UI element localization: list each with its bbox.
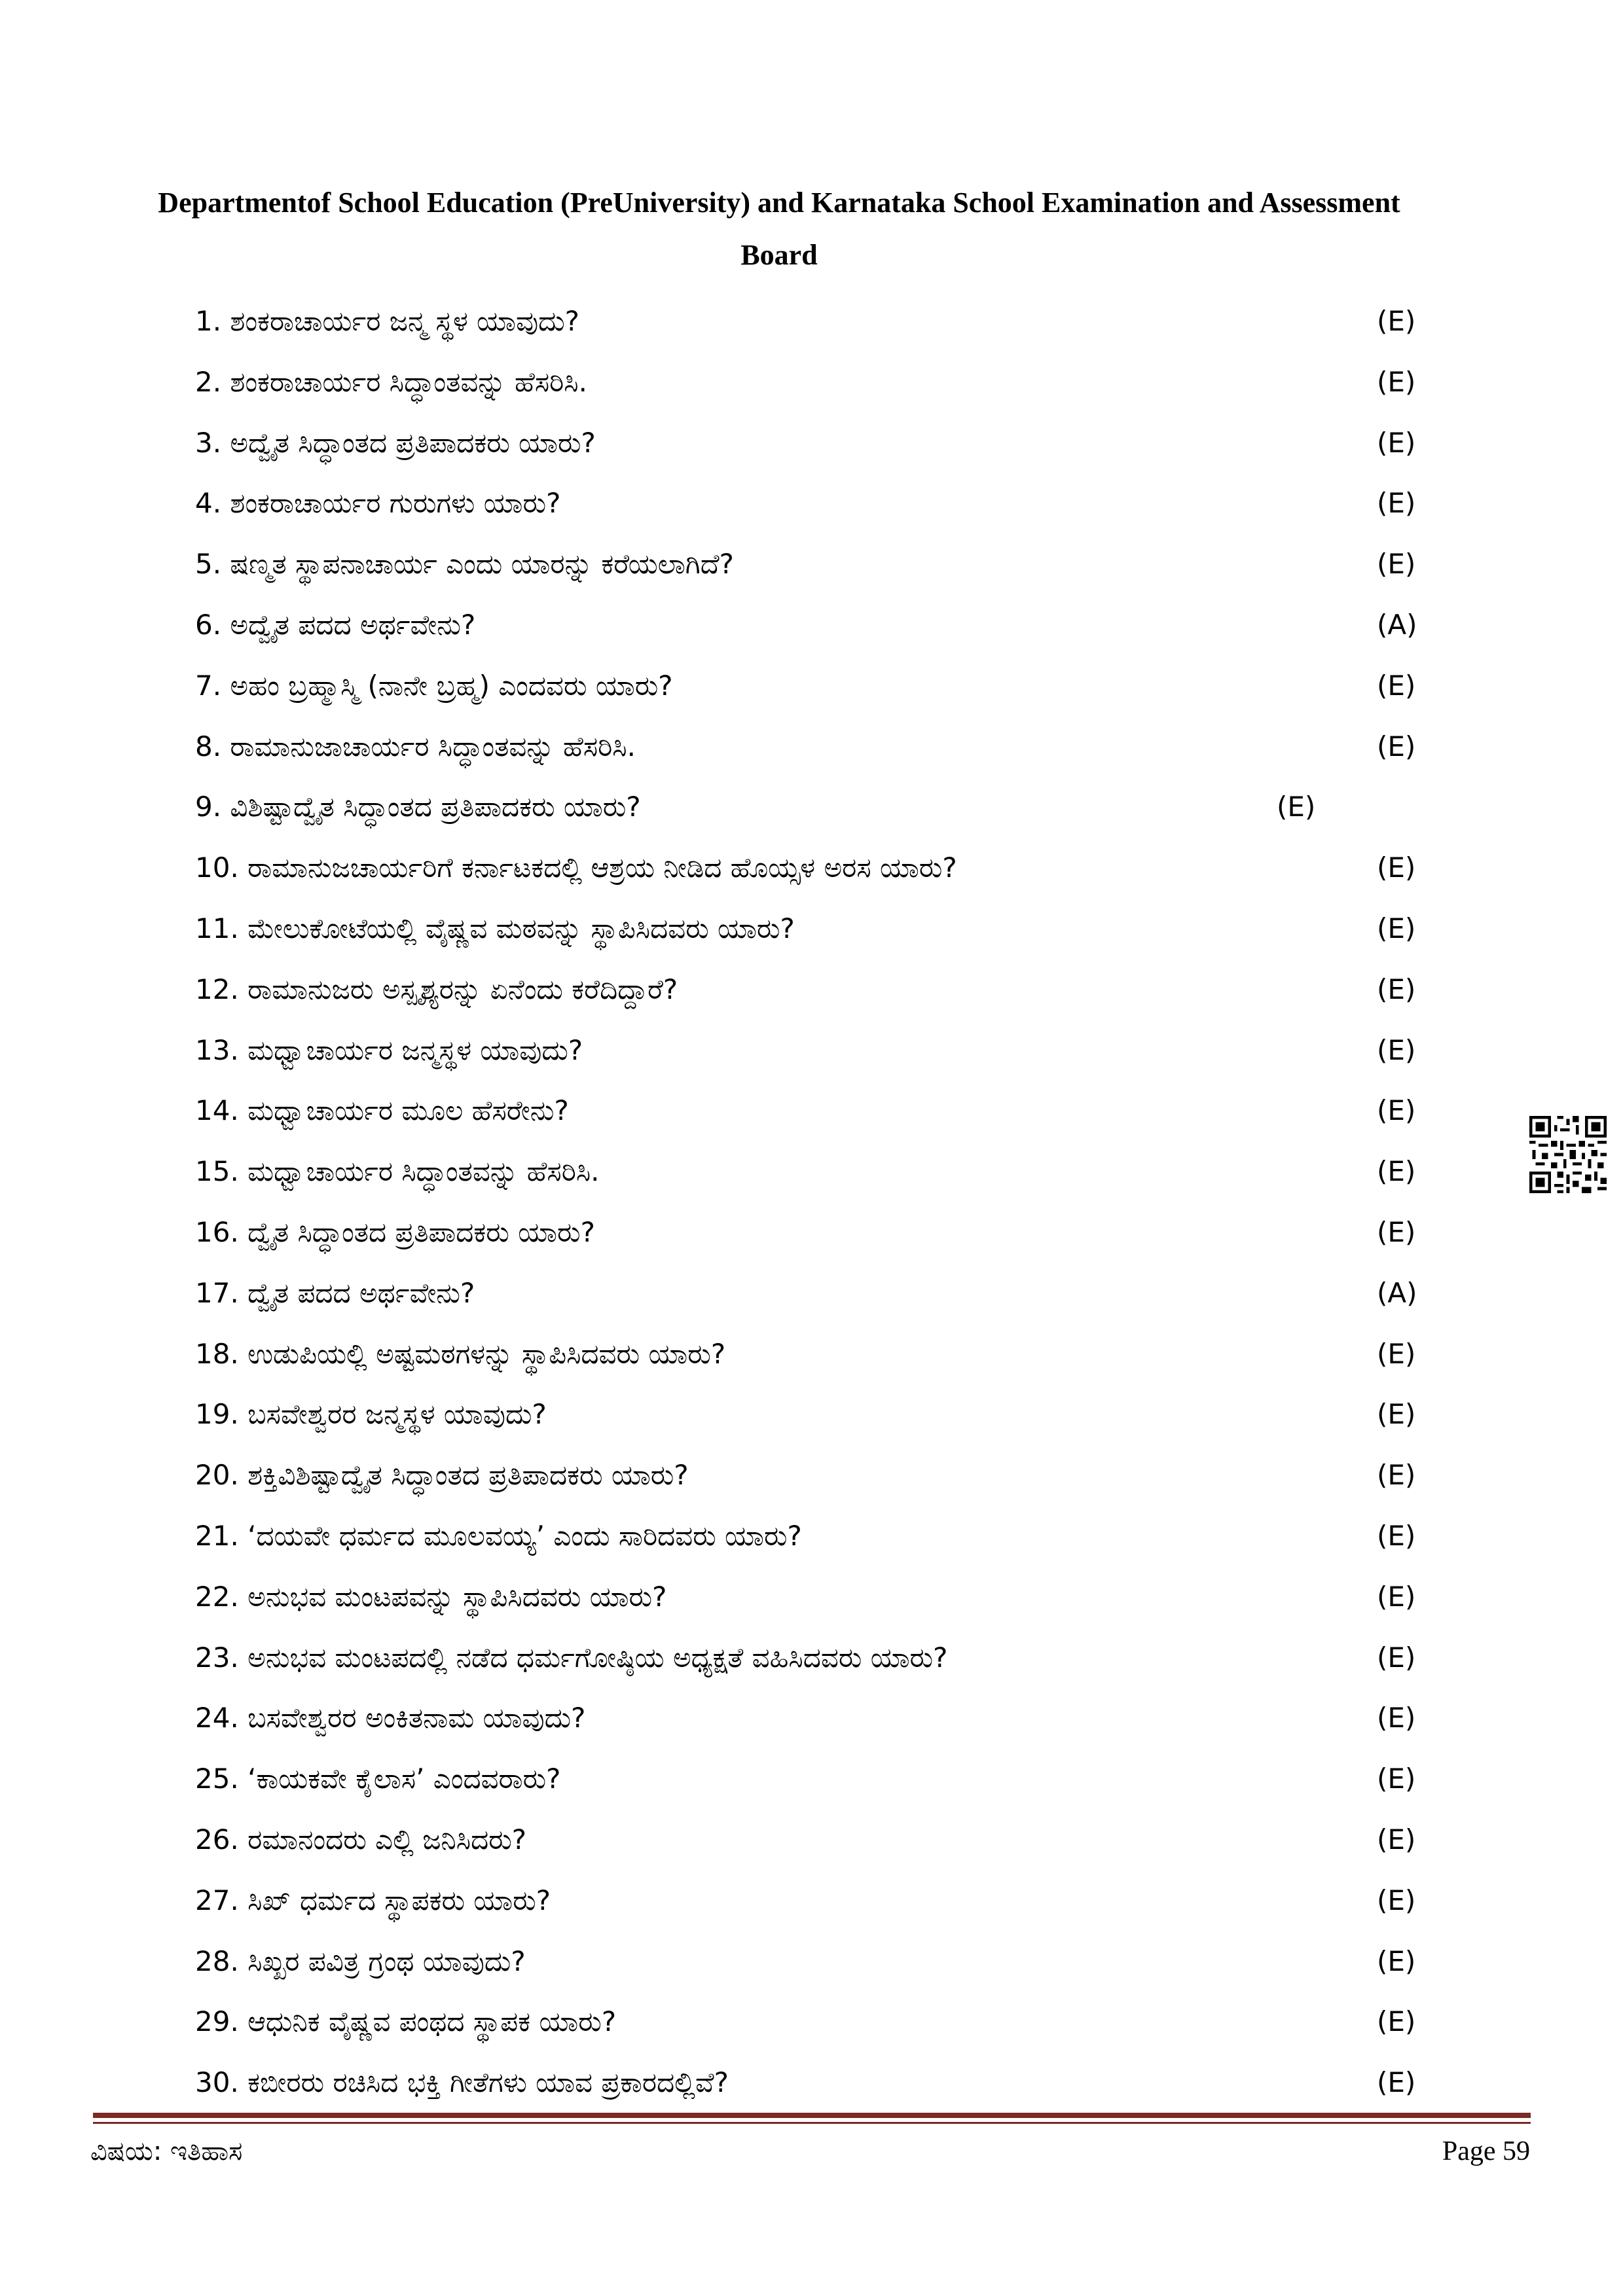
question-type-tag: (E) [1377, 1459, 1416, 1492]
question-text: 1. ಶಂಕರಾಚಾರ್ಯರ ಜನ್ಮ ಸ್ಥಳ ಯಾವುದು? [195, 305, 579, 337]
question-row [0, 721, 1623, 782]
question-text: 17. ದ್ವೈತ ಪದದ ಅರ್ಥವೇನು? [195, 1276, 475, 1309]
question-type-tag: (E) [1377, 1580, 1416, 1613]
question-type-tag: (E) [1377, 912, 1416, 944]
question-row [0, 2057, 1623, 2118]
page-number: Page 59 [1442, 2136, 1530, 2166]
question-type-tag: (E) [1377, 1884, 1416, 1916]
question-type-tag: (E) [1377, 1398, 1416, 1431]
question-row [0, 418, 1623, 478]
question-type-tag: (E) [1377, 365, 1416, 398]
question-row [0, 1996, 1623, 2057]
question-type-tag: (E) [1377, 1945, 1416, 1977]
question-row [0, 1268, 1623, 1329]
question-type-tag: (E) [1377, 2066, 1416, 2099]
question-text: 20. ಶಕ್ತಿವಿಶಿಷ್ಟಾದ್ವೈತ ಸಿದ್ಧಾಂತದ ಪ್ರತಿಪಾದಕರು ಯಾರು? [195, 1459, 689, 1492]
question-type-tag: (E) [1377, 1641, 1416, 1674]
question-type-tag: (E) [1377, 1155, 1416, 1188]
question-type-tag: (E) [1377, 1519, 1416, 1552]
question-text: 26. ರಮಾನಂದರು ಎಲ್ಲಿ ಜನಿಸಿದರು? [195, 1823, 527, 1856]
question-row [0, 1450, 1623, 1511]
question-type-tag: (E) [1377, 1215, 1416, 1248]
subject-label: ವಿಷಯ: ಇತಿಹಾಸ [90, 2136, 243, 2166]
question-text: 11. ಮೇಲುಕೋಟೆಯಲ್ಲಿ ವೈಷ್ಣವ ಮಠವನ್ನು ಸ್ಥಾಪಿಸಿದವರು ಯಾರು? [195, 912, 795, 944]
question-row [0, 539, 1623, 600]
question-row [0, 1389, 1623, 1450]
question-row [0, 1146, 1623, 1207]
question-type-tag: (E) [1377, 305, 1416, 337]
question-text: 2. ಶಂಕರಾಚಾರ್ಯರ ಸಿದ್ಧಾಂತವನ್ನು ಹೆಸರಿಸಿ. [195, 365, 587, 398]
question-row [0, 903, 1623, 964]
question-row [0, 1875, 1623, 1936]
question-text: 9. ವಿಶಿಷ್ಟಾದ್ವೈತ ಸಿದ್ಧಾಂತದ ಪ್ರತಿಪಾದಕರು ಯಾರು? [195, 791, 641, 823]
question-text: 10. ರಾಮಾನುಜಚಾರ್ಯರಿಗೆ ಕರ್ನಾಟಕದಲ್ಲಿ ಆಶ್ರಯ ನೀಡಿದ ಹೊಯ್ಸಳ ಅರಸ ಯಾರು? [195, 852, 957, 884]
question-text: 13. ಮಧ್ವಾಚಾರ್ಯರ ಜನ್ಮಸ್ಥಳ ಯಾವುದು? [195, 1033, 583, 1066]
question-type-tag: (E) [1377, 1702, 1416, 1734]
footer-rule-thin [93, 2122, 1531, 2124]
question-type-tag: (E) [1377, 1094, 1416, 1127]
question-type-tag: (E) [1377, 1823, 1416, 1856]
question-type-tag: (E) [1377, 669, 1416, 702]
question-row [0, 600, 1623, 660]
question-row [0, 296, 1623, 357]
question-text: 5. ಷಣ್ಮತ ಸ್ಥಾಪನಾಚಾರ್ಯ ಎಂದು ಯಾರನ್ನು ಕರೆಯಲಾಗಿದೆ? [195, 548, 734, 581]
header-line-1: Departmentof School Education (PreUniversity) and Karnataka School Examination and Assessment [158, 187, 1400, 219]
page-header [92, 177, 1467, 281]
question-text: 6. ಅದ್ವೈತ ಪದದ ಅರ್ಥವೇನು? [195, 608, 476, 641]
question-list [0, 296, 1623, 2118]
question-text: 7. ಅಹಂ ಬ್ರಹ್ಮಾಸ್ಮಿ (ನಾನೇ ಬ್ರಹ್ಮ) ಎಂದವರು ಯಾರು? [195, 669, 673, 702]
question-text: 23. ಅನುಭವ ಮಂಟಪದಲ್ಲಿ ನಡೆದ ಧರ್ಮಗೋಷ್ಠಿಯ ಅಧ್ಯಕ್ಷತೆ ವಹಿಸಿದವರು ಯಾರು? [195, 1641, 948, 1674]
question-type-tag: (E) [1377, 1337, 1416, 1370]
question-type-tag: (E) [1277, 791, 1316, 823]
question-text: 19. ಬಸವೇಶ್ವರರ ಜನ್ಮಸ್ಥಳ ಯಾವುದು? [195, 1398, 547, 1431]
question-row [0, 1936, 1623, 1997]
question-type-tag: (E) [1377, 426, 1416, 459]
question-type-tag: (A) [1377, 608, 1417, 641]
question-row [0, 1511, 1623, 1571]
question-text: 29. ಆಧುನಿಕ ವೈಷ್ಣವ ಪಂಥದ ಸ್ಥಾಪಕ ಯಾರು? [195, 2005, 617, 2038]
question-row [0, 1207, 1623, 1268]
question-text: 3. ಅದ್ವೈತ ಸಿದ್ಧಾಂತದ ಪ್ರತಿಪಾದಕರು ಯಾರು? [195, 426, 596, 459]
question-text: 30. ಕಬೀರರು ರಚಿಸಿದ ಭಕ್ತಿ ಗೀತೆಗಳು ಯಾವ ಪ್ರಕಾರದಲ್ಲಿವೆ? [195, 2066, 729, 2099]
question-type-tag: (E) [1377, 1763, 1416, 1795]
question-text: 15. ಮಧ್ವಾಚಾರ್ಯರ ಸಿದ್ಧಾಂತವನ್ನು ಹೆಸರಿಸಿ. [195, 1155, 600, 1188]
question-row [0, 1329, 1623, 1390]
question-type-tag: (E) [1377, 1033, 1416, 1066]
question-text: 14. ಮಧ್ವಾಚಾರ್ಯರ ಮೂಲ ಹೆಸರೇನು? [195, 1094, 569, 1127]
question-type-tag: (E) [1377, 973, 1416, 1005]
question-text: 12. ರಾಮಾನುಜರು ಅಸ್ಪೃಶ್ಯರನ್ನು ಏನೆಂದು ಕರೆದಿದ್ದಾರೆ? [195, 973, 678, 1005]
question-text: 16. ದ್ವೈತ ಸಿದ್ಧಾಂತದ ಪ್ರತಿಪಾದಕರು ಯಾರು? [195, 1215, 595, 1248]
question-row [0, 357, 1623, 418]
question-text: 4. ಶಂಕರಾಚಾರ್ಯರ ಗುರುಗಳು ಯಾರು? [195, 487, 561, 520]
question-row [0, 842, 1623, 903]
question-text: 21. ‘ದಯವೇ ಧರ್ಮದ ಮೂಲವಯ್ಯ’ ಎಂದು ಸಾರಿದವರು ಯಾರು? [195, 1519, 802, 1552]
question-row [0, 660, 1623, 721]
question-row [0, 1571, 1623, 1632]
question-row [0, 1632, 1623, 1693]
question-row [0, 1814, 1623, 1875]
question-row [0, 1753, 1623, 1814]
question-row [0, 1693, 1623, 1753]
question-text: 24. ಬಸವೇಶ್ವರರ ಅಂಕಿತನಾಮ ಯಾವುದು? [195, 1702, 586, 1734]
question-type-tag: (E) [1377, 852, 1416, 884]
question-text: 8. ರಾಮಾನುಜಾಚಾರ್ಯರ ಸಿದ್ಧಾಂತವನ್ನು ಹೆಸರಿಸಿ. [195, 730, 636, 762]
question-type-tag: (E) [1377, 2005, 1416, 2038]
question-row [0, 964, 1623, 1025]
question-text: 22. ಅನುಭವ ಮಂಟಪವನ್ನು ಸ್ಥಾಪಿಸಿದವರು ಯಾರು? [195, 1580, 667, 1613]
header-line-2: Board [740, 239, 818, 271]
question-type-tag: (E) [1377, 548, 1416, 581]
question-row [0, 478, 1623, 539]
question-text: 28. ಸಿಖ್ಖರ ಪವಿತ್ರ ಗ್ರಂಥ ಯಾವುದು? [195, 1945, 526, 1977]
qr-code-icon[interactable] [1529, 1116, 1607, 1193]
question-type-tag: (E) [1377, 730, 1416, 762]
question-type-tag: (E) [1377, 487, 1416, 520]
question-text: 18. ಉಡುಪಿಯಲ್ಲಿ ಅಷ್ಟಮಠಗಳನ್ನು ಸ್ಥಾಪಿಸಿದವರು ಯಾರು? [195, 1337, 726, 1370]
question-row [0, 781, 1623, 842]
question-row [0, 1085, 1623, 1146]
question-type-tag: (A) [1377, 1276, 1417, 1309]
question-text: 25. ‘ಕಾಯಕವೇ ಕೈಲಾಸ’ ಎಂದವರಾರು? [195, 1763, 561, 1795]
question-text: 27. ಸಿಖ್ ಧರ್ಮದ ಸ್ಥಾಪಕರು ಯಾರು? [195, 1884, 551, 1916]
footer-rule-thick [93, 2113, 1531, 2118]
question-row [0, 1025, 1623, 1086]
